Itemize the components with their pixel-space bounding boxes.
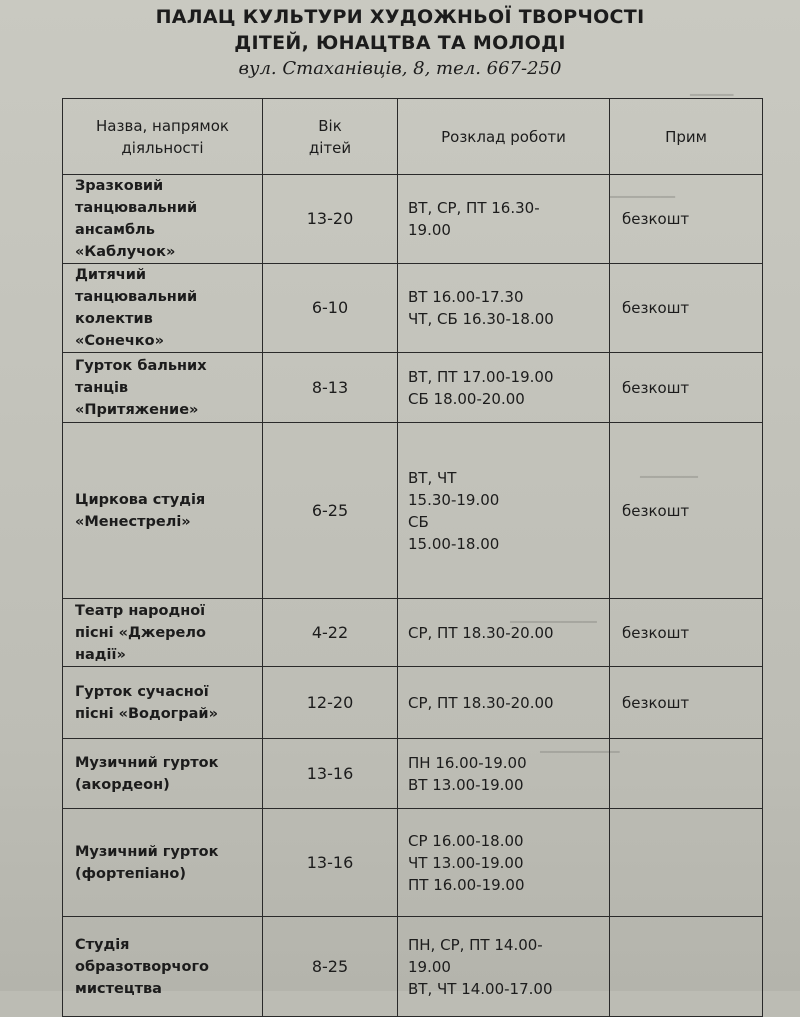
bleed-through: ━━━━━━━━━━━ [540, 745, 620, 759]
bleed-through: ━━━━━━ [690, 88, 734, 102]
address-line: вул. Стаханівців, 8, тел. 667-250 [238, 58, 562, 79]
table-row [63, 599, 763, 667]
note [610, 917, 763, 1017]
header-age: Вік дітей [263, 99, 398, 175]
schedule: ПН, СР, ПТ 14.00- 19.00 ВТ, ЧТ 14.00-17.00 [398, 917, 610, 1017]
activity-name: Музичний гурток (акордеон) [63, 739, 263, 809]
header-name: Назва, напрямок діяльності [63, 99, 263, 175]
schedule: ПН 16.00-19.00 ВТ 13.00-19.00 [398, 739, 610, 809]
table-row [63, 739, 763, 809]
schedule: ВТ, ПТ 17.00-19.00 СБ 18.00-20.00 [398, 353, 610, 423]
bleed-through: ━━━━━━━━━ [610, 190, 676, 204]
age-range: 13-16 [263, 739, 398, 809]
note: безкошт [610, 264, 763, 353]
table-row [63, 917, 763, 1017]
table-row [63, 175, 763, 264]
title-line-2: ДІТЕЙ, ЮНАЦТВА ТА МОЛОДІ [234, 32, 566, 54]
schedule-table [62, 98, 763, 1017]
age-range: 6-25 [263, 423, 398, 599]
note: безкошт [610, 599, 763, 667]
note [610, 809, 763, 917]
age-range: 8-25 [263, 917, 398, 1017]
header-note: Прим [610, 99, 763, 175]
title-line-1: ПАЛАЦ КУЛЬТУРИ ХУДОЖНЬОЇ ТВОРЧОСТІ [155, 6, 645, 28]
note: безкошт [610, 175, 763, 264]
schedule: СР 16.00-18.00 ЧТ 13.00-19.00 ПТ 16.00-19.00 [398, 809, 610, 917]
schedule: ВТ, ЧТ 15.30-19.00 СБ 15.00-18.00 [398, 423, 610, 599]
schedule: ВТ 16.00-17.30 ЧТ, СБ 16.30-18.00 [398, 264, 610, 353]
activity-name: Дитячий танцювальний колектив «Сонечко» [63, 264, 263, 353]
activity-name: Циркова студія «Менестрелі» [63, 423, 263, 599]
age-range: 13-16 [263, 809, 398, 917]
schedule: СР, ПТ 18.30-20.00 [398, 667, 610, 739]
header-schedule: Розклад роботи [398, 99, 610, 175]
schedule: СР, ПТ 18.30-20.00 [398, 599, 610, 667]
age-range: 6-10 [263, 264, 398, 353]
table-row [63, 423, 763, 599]
table-row [63, 353, 763, 423]
note: безкошт [610, 423, 763, 599]
note: безкошт [610, 353, 763, 423]
note: безкошт [610, 667, 763, 739]
age-range: 12-20 [263, 667, 398, 739]
activity-name: Зразковий танцювальний ансамбль «Каблучок» [63, 175, 263, 264]
note [610, 739, 763, 809]
activity-name: Музичний гурток (фортепіано) [63, 809, 263, 917]
activity-name: Студія образотворчого мистецтва [63, 917, 263, 1017]
age-range: 13-20 [263, 175, 398, 264]
schedule: ВТ, СР, ПТ 16.30- 19.00 [398, 175, 610, 264]
activity-name: Гурток бальних танців «Притяжение» [63, 353, 263, 423]
age-range: 8-13 [263, 353, 398, 423]
table-row [63, 264, 763, 353]
table-row [63, 809, 763, 917]
table-row [63, 667, 763, 739]
activity-name: Гурток сучасної пісні «Водограй» [63, 667, 263, 739]
bleed-through: ━━━━━━━━ [640, 470, 698, 484]
activity-name: Театр народної пісні «Джерело надії» [63, 599, 263, 667]
age-range: 4-22 [263, 599, 398, 667]
bleed-through: ━━━━━━━━━━━━ [510, 615, 597, 629]
table-header-row [63, 99, 763, 175]
